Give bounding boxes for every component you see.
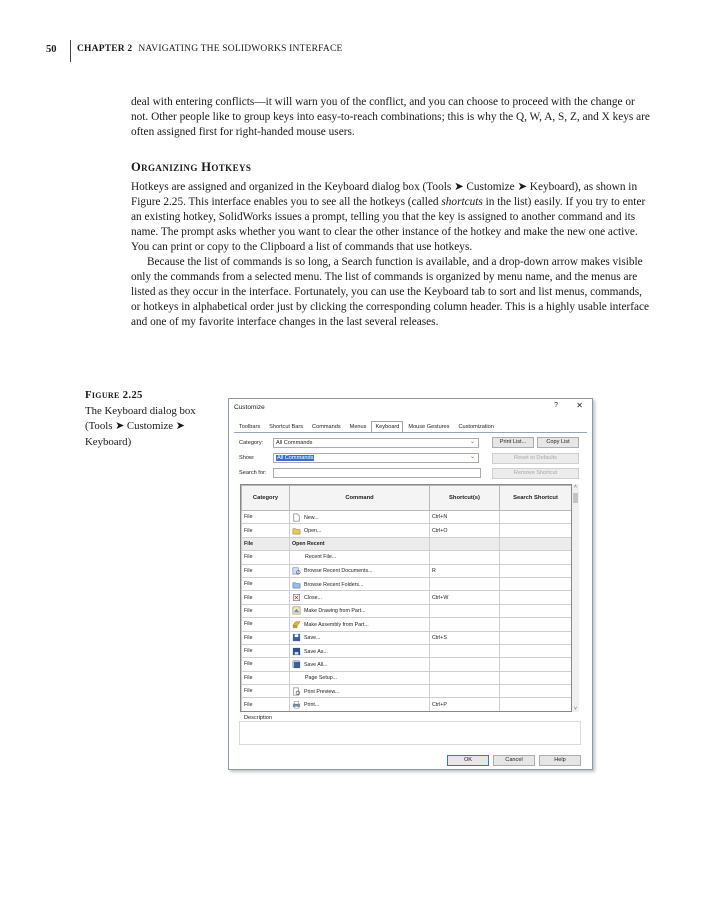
table-row-group[interactable] <box>242 537 572 550</box>
command-label: Save... <box>304 635 321 642</box>
cell-search-shortcut[interactable] <box>500 511 572 524</box>
tab-customization[interactable]: Customization <box>458 424 494 430</box>
cell-command <box>290 524 430 537</box>
cell-shortcut[interactable]: Ctrl+S <box>430 631 500 644</box>
customize-dialog <box>228 398 593 770</box>
cell-search-shortcut[interactable] <box>500 631 572 644</box>
shortcut-table <box>240 484 572 712</box>
tab-commands[interactable]: Commands <box>312 424 341 430</box>
cell-command <box>290 618 430 631</box>
cell-command <box>290 511 430 524</box>
table-row[interactable] <box>242 671 572 684</box>
new-document-icon <box>292 513 301 522</box>
chapter-label: CHAPTER 2 <box>77 44 133 54</box>
table-row[interactable] <box>242 618 572 631</box>
description-box <box>239 721 581 745</box>
category-select[interactable] <box>273 438 479 448</box>
cell-shortcut[interactable] <box>430 618 500 631</box>
vertical-scrollbar[interactable] <box>572 484 579 712</box>
tab-menus[interactable]: Menus <box>349 424 367 430</box>
figure-caption-text: The Keyboard dialog box (Tools ➤ Customize ➤ Keyboard) <box>85 404 196 448</box>
dialog-title: Customize <box>234 404 265 411</box>
cell-category: File <box>242 564 290 577</box>
chapter-title <box>77 44 343 54</box>
command-label: Open Recent <box>292 540 325 547</box>
cell-command <box>290 577 430 590</box>
cell-shortcut[interactable] <box>430 658 500 671</box>
cell-shortcut[interactable] <box>430 551 500 564</box>
table-row[interactable] <box>242 604 572 617</box>
cell-command <box>290 671 430 684</box>
command-label: Save As... <box>304 648 328 655</box>
table-row[interactable] <box>242 524 572 537</box>
tab-mouse-gestures[interactable]: Mouse Gestures <box>408 424 450 430</box>
command-label: Close... <box>304 594 322 601</box>
open-folder-icon <box>292 526 301 535</box>
cell-category: File <box>242 698 290 711</box>
cancel-button[interactable]: Cancel <box>493 755 535 766</box>
close-document-icon <box>292 593 301 602</box>
search-label: Search for: <box>239 470 267 476</box>
cell-category: File <box>242 671 290 684</box>
section-heading: Organizing Hotkeys <box>131 160 252 174</box>
table-row[interactable] <box>242 698 572 711</box>
table-row[interactable] <box>242 564 572 577</box>
cell-search-shortcut[interactable] <box>500 551 572 564</box>
cell-search-shortcut[interactable] <box>500 644 572 657</box>
cell-shortcut[interactable]: Ctrl+W <box>430 591 500 604</box>
cell-category: File <box>242 511 290 524</box>
cell-shortcut[interactable]: R <box>430 564 500 577</box>
cell-shortcut[interactable] <box>430 671 500 684</box>
browse-documents-icon <box>292 566 301 575</box>
cell-search-shortcut[interactable] <box>500 591 572 604</box>
cell-search-shortcut[interactable] <box>500 564 572 577</box>
cell-category: File <box>242 604 290 617</box>
print-icon <box>292 700 301 709</box>
header-row <box>242 486 572 511</box>
category-value: All Commands <box>276 440 313 446</box>
page-number: 50 <box>46 44 57 55</box>
paragraph-1-text: deal with entering conflicts—it will warn you of the conflict, and you can choose to proceed with the change or not. Other people like to group keys into easy-to-reach combinations; this is why the Q, W, A, S, Z, and X keys are often assigned first for right-handed mouse users. <box>131 96 650 138</box>
table-header <box>242 486 572 511</box>
table-row[interactable] <box>242 591 572 604</box>
cell-category: File <box>242 551 290 564</box>
command-label: Page Setup... <box>305 674 338 681</box>
cell-command <box>290 698 430 711</box>
cell-search-shortcut[interactable] <box>500 524 572 537</box>
help-button[interactable]: Help <box>539 755 581 766</box>
paragraph-2-part-a: Hotkeys are assigned and organized in the Keyboard dialog box (Tools ➤ Customize ➤ Keyboard), as shown in Figure 2.25. This interface enables you to see all the hotkeys (called <box>131 181 638 208</box>
chapter-name: NAVIGATING THE SOLIDWORKS INTERFACE <box>138 44 343 54</box>
cell-category: File <box>242 591 290 604</box>
cell-shortcut[interactable]: Ctrl+N <box>430 511 500 524</box>
table-row[interactable] <box>242 511 572 524</box>
scrollbar-thumb[interactable] <box>573 493 578 503</box>
cell-category: File <box>242 524 290 537</box>
tab-keyboard[interactable]: Keyboard <box>371 421 403 433</box>
cell-category: File <box>242 644 290 657</box>
scroll-up-icon[interactable]: ˄ <box>574 484 577 490</box>
table-row[interactable] <box>242 577 572 590</box>
print-list-button[interactable]: Print List... <box>492 437 534 448</box>
show-value: All Commands <box>277 455 314 461</box>
command-label: Save All... <box>304 661 328 668</box>
save-all-icon <box>292 660 301 669</box>
command-label: Print... <box>304 702 320 709</box>
cell-shortcut[interactable]: Ctrl+P <box>430 698 500 711</box>
cell-shortcut[interactable] <box>430 685 500 698</box>
cell-category: File <box>242 685 290 698</box>
command-label: Make Assembly from Part... <box>304 621 369 628</box>
show-label: Show: <box>239 455 255 461</box>
cell-search-shortcut[interactable] <box>500 698 572 711</box>
cell-command <box>290 685 430 698</box>
table-row[interactable] <box>242 551 572 564</box>
figure-label: Figure 2.25 <box>85 389 143 401</box>
chevron-down-icon: ⌄ <box>469 454 475 460</box>
command-label: Browse Recent Documents... <box>304 568 373 575</box>
cell-category: File <box>242 618 290 631</box>
remove-shortcut-button[interactable]: Remove Shortcut <box>492 468 579 479</box>
command-label: Make Drawing from Part... <box>304 608 366 615</box>
chevron-down-icon: ⌄ <box>469 439 475 445</box>
column-header-shortcuts[interactable]: Shortcut(s) <box>430 486 500 511</box>
cell-search-shortcut[interactable] <box>500 618 572 631</box>
table-row[interactable] <box>242 685 572 698</box>
paragraph-3-text: Because the list of commands is so long, a Search function is available, and a drop-down arrow makes visible only the commands from a selected menu. The list of commands is organized by menu name, and the menus are listed as they occur in the interface. Fortunately, you can use the Keyboard tab to sort and list menus, commands, or hotkeys in alphabetical order just by clicking the corresponding column header. This is a highly usable interface and one of my favorite interface changes in the last several releases. <box>131 256 650 328</box>
figure-caption <box>85 388 210 450</box>
cell-shortcut[interactable] <box>430 577 500 590</box>
cell-search-shortcut[interactable] <box>500 658 572 671</box>
cell-shortcut[interactable] <box>430 537 500 550</box>
cell-command <box>290 537 430 550</box>
table-row[interactable] <box>242 631 572 644</box>
column-header-search-shortcut[interactable]: Search Shortcut <box>500 486 572 511</box>
tab-divider <box>234 432 587 433</box>
column-header-category[interactable]: Category <box>242 486 290 511</box>
cell-category: File <box>242 577 290 590</box>
command-label: Open... <box>304 527 322 534</box>
cell-shortcut[interactable] <box>430 604 500 617</box>
cell-command <box>290 604 430 617</box>
cell-shortcut[interactable]: Ctrl+O <box>430 524 500 537</box>
browse-folders-icon <box>292 580 301 589</box>
command-label: Browse Recent Folders... <box>304 581 364 588</box>
print-preview-icon <box>292 687 301 696</box>
cell-command <box>290 564 430 577</box>
show-select[interactable] <box>273 453 479 463</box>
cell-category: File <box>242 631 290 644</box>
scroll-down-icon[interactable]: ˅ <box>574 706 577 712</box>
paragraph-2-text <box>131 180 651 255</box>
cell-command <box>290 644 430 657</box>
cell-command <box>290 591 430 604</box>
paragraph-1 <box>131 95 651 140</box>
ok-button[interactable]: OK <box>447 755 489 766</box>
cell-search-shortcut[interactable] <box>500 671 572 684</box>
paragraph-2 <box>131 180 651 330</box>
header-rule <box>70 40 71 62</box>
save-as-icon <box>292 647 301 656</box>
make-drawing-icon <box>292 606 301 615</box>
cell-shortcut[interactable] <box>430 644 500 657</box>
copy-list-button[interactable]: Copy List <box>537 437 579 448</box>
category-label: Category: <box>239 440 264 446</box>
column-header-command[interactable]: Command <box>290 486 430 511</box>
table-row[interactable] <box>242 644 572 657</box>
cell-category: File <box>242 658 290 671</box>
cell-command <box>290 631 430 644</box>
table-row[interactable] <box>242 658 572 671</box>
command-label: New... <box>304 514 319 521</box>
close-icon[interactable]: ✕ <box>576 401 583 410</box>
cell-command <box>290 658 430 671</box>
paragraph-2-part-b: in the list) easily. If you try to enter an existing hotkey, SolidWorks issues a prompt, telling you that the key is assigned to another command and its name. The prompt asks whether you want to clear the other instance of the hotkey and make the new one active. You can print or copy to the Clipboard a list of commands that use hotkeys. <box>131 196 646 253</box>
shortcut-grid <box>241 485 572 712</box>
cell-category: File <box>242 537 290 550</box>
tab-toolbars[interactable]: Toolbars <box>239 424 261 430</box>
help-icon[interactable]: ? <box>554 402 558 409</box>
running-header <box>46 40 343 64</box>
cell-search-shortcut[interactable] <box>500 577 572 590</box>
cell-command <box>290 551 430 564</box>
command-label: Recent File... <box>305 554 337 561</box>
cell-search-shortcut[interactable] <box>500 604 572 617</box>
make-assembly-icon <box>292 620 301 629</box>
tab-shortcut-bars[interactable]: Shortcut Bars <box>269 424 304 430</box>
reset-to-defaults-button[interactable]: Reset to Defaults <box>492 453 579 464</box>
save-icon <box>292 633 301 642</box>
cell-search-shortcut[interactable] <box>500 537 572 550</box>
cell-search-shortcut[interactable] <box>500 685 572 698</box>
table-body <box>242 511 572 712</box>
search-input[interactable] <box>273 468 481 478</box>
description-label: Description <box>244 715 272 721</box>
command-label: Print Preview... <box>304 688 340 695</box>
shortcuts-term: shortcuts <box>441 196 483 208</box>
